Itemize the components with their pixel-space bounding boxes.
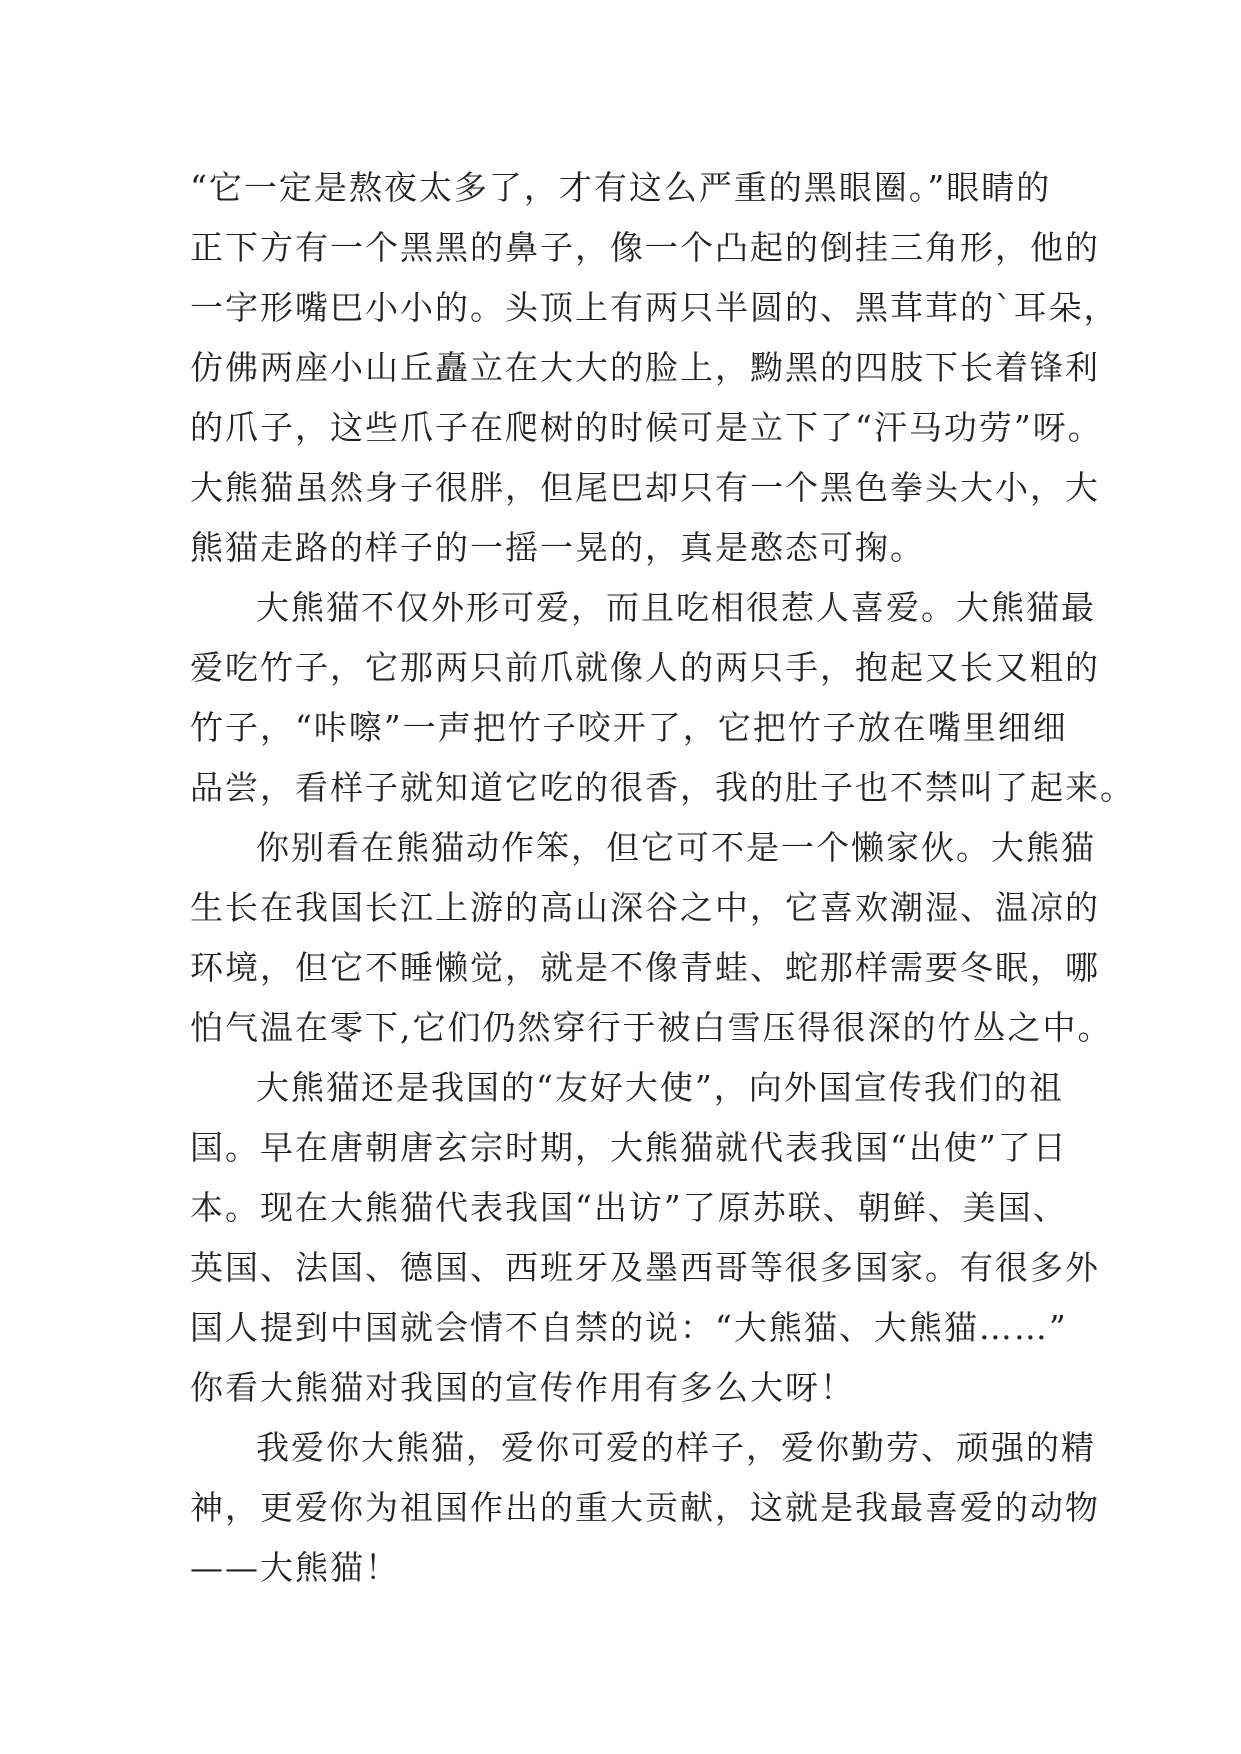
text-line: 熊猫走路的样子的一摇一晃的，真是憨态可掬。 xyxy=(190,528,925,567)
text-line: ——大熊猫！ xyxy=(190,1548,400,1587)
text-line: 的爪子，这些爪子在爬树的时候可是立下了“汗马功劳”呀。 xyxy=(190,408,1103,447)
text-line: 国人提到中国就会情不自禁的说：“大熊猫、大熊猫……” xyxy=(190,1308,1068,1347)
text-line: 正下方有一个黑黑的鼻子，像一个凸起的倒挂三角形，他的 xyxy=(190,228,1100,267)
text-line: 怕气温在零下,它们仍然穿行于被白雪压得很深的竹丛之中。 xyxy=(190,1008,1113,1047)
text-line: 大熊猫虽然身子很胖，但尾巴却只有一个黑色拳头大小，大 xyxy=(190,468,1100,507)
paragraph-start-line: 大熊猫还是我国的“友好大使”，向外国宣传我们的祖 xyxy=(256,1068,1064,1107)
text-line: 一字形嘴巴小小的。头顶上有两只半圆的、黑茸茸的`耳朵， xyxy=(190,288,1119,327)
text-line: 英国、法国、德国、西班牙及墨西哥等很多国家。有很多外 xyxy=(190,1248,1100,1287)
text-line: “它一定是熬夜太多了，才有这么严重的黑眼圈。”眼睛的 xyxy=(190,168,1052,207)
text-line: 竹子，“咔嚓”一声把竹子咬开了，它把竹子放在嘴里细细 xyxy=(190,708,1068,747)
paragraph-start-line: 大熊猫不仅外形可爱，而且吃相很惹人喜爱。大熊猫最 xyxy=(256,588,1096,627)
text-line: 本。现在大熊猫代表我国“出访”了原苏联、朝鲜、美国、 xyxy=(190,1188,1068,1227)
essay-body xyxy=(190,158,1135,1598)
text-line: 你看大熊猫对我国的宣传作用有多么大呀！ xyxy=(190,1368,855,1407)
text-line: 环境，但它不睡懒觉，就是不像青蛙、蛇那样需要冬眠，哪 xyxy=(190,948,1100,987)
text-line: 爱吃竹子，它那两只前爪就像人的两只手，抱起又长又粗的 xyxy=(190,648,1100,687)
paragraph-start-line: 你别看在熊猫动作笨，但它可不是一个懒家伙。大熊猫 xyxy=(256,828,1096,867)
text-line: 神，更爱你为祖国作出的重大贡献，这就是我最喜爱的动物 xyxy=(190,1488,1100,1527)
text-line: 国。早在唐朝唐玄宗时期，大熊猫就代表我国“出使”了日 xyxy=(190,1128,1068,1167)
text-line: 品尝，看样子就知道它吃的很香，我的肚子也不禁叫了起来。 xyxy=(190,768,1135,807)
text-line: 生长在我国长江上游的高山深谷之中，它喜欢潮湿、温凉的 xyxy=(190,888,1100,927)
text-line: 仿佛两座小山丘矗立在大大的脸上，黝黑的四肢下长着锋利 xyxy=(190,348,1100,387)
paragraph-start-line: 我爱你大熊猫，爱你可爱的样子，爱你勤劳、顽强的精 xyxy=(256,1428,1096,1467)
